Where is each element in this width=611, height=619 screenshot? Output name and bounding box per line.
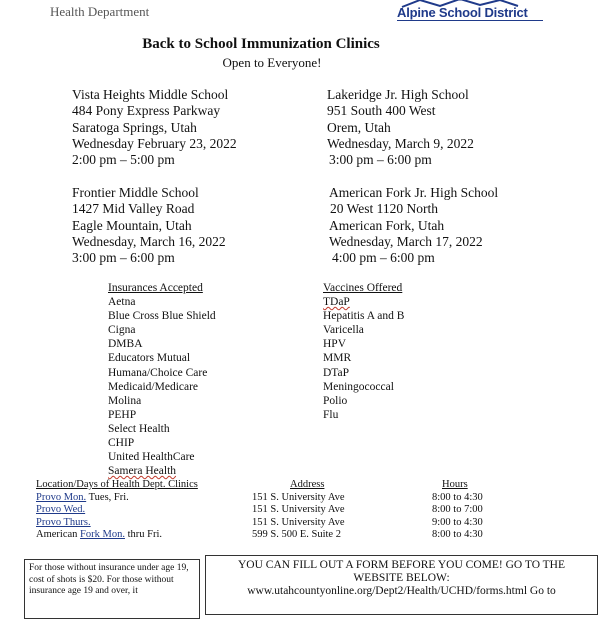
insurances-heading: Insurances Accepted bbox=[108, 282, 203, 294]
insurance-item: Select Health bbox=[108, 422, 170, 435]
clinic-american-fork bbox=[329, 185, 498, 266]
vaccine-item: DTaP bbox=[323, 366, 350, 379]
vaccine-item: Flu bbox=[323, 408, 339, 421]
clinic-time: 4:00 pm – 6:00 pm bbox=[332, 250, 435, 266]
logo-underline bbox=[397, 20, 543, 21]
district-logo-text: Alpine School District bbox=[397, 5, 528, 20]
address-cell: 151 S. University Ave bbox=[252, 516, 345, 528]
location-days: thru Fri. bbox=[124, 529, 163, 541]
clinic-name: American Fork Jr. High School bbox=[329, 185, 499, 200]
hours-cell: 8:00 to 4:30 bbox=[432, 529, 483, 541]
clinic-frontier bbox=[72, 185, 226, 266]
vaccines-heading: Vaccines Offered bbox=[323, 282, 403, 294]
location-header: Location/Days of Health Dept. Clinics bbox=[36, 479, 198, 490]
hours-column bbox=[432, 479, 483, 542]
location-row bbox=[36, 517, 198, 530]
insurance-item: Molina bbox=[108, 394, 142, 407]
location-row bbox=[36, 529, 198, 542]
vaccine-item: TDaP bbox=[323, 296, 350, 309]
clinic-name: Vista Heights Middle School bbox=[72, 87, 229, 102]
vaccine-item: Polio bbox=[323, 394, 348, 407]
form-notice-heading: YOU CAN FILL OUT A FORM BEFORE YOU COME! GO TO THE WEBSITE BELOW: bbox=[237, 559, 566, 584]
clinic-address: 484 Pony Express Parkway bbox=[72, 103, 221, 119]
clinic-time: 3:00 pm – 6:00 pm bbox=[72, 250, 175, 266]
hours-cell: 8:00 to 7:00 bbox=[432, 504, 483, 516]
location-link[interactable]: Provo Mon. bbox=[36, 491, 87, 503]
health-department-label: Health Department bbox=[50, 4, 150, 19]
clinic-city: Saratoga Springs, Utah bbox=[72, 119, 197, 135]
insurance-cost-text: For those without insurance under age 19, cost of shots is $20. For those without insurance age 19 and over, it bbox=[29, 563, 189, 596]
clinic-vista-heights bbox=[72, 87, 237, 168]
location-days: Tues, Fri. bbox=[86, 491, 129, 503]
vaccines-list bbox=[323, 281, 404, 422]
location-row bbox=[36, 504, 198, 517]
insurance-item: United HealthCare bbox=[108, 451, 195, 464]
insurance-item: Medicaid/Medicare bbox=[108, 380, 199, 393]
vaccine-item: HPV bbox=[323, 338, 347, 351]
address-header: Address bbox=[290, 479, 325, 490]
insurance-item: CHIP bbox=[108, 437, 135, 450]
insurance-item: Blue Cross Blue Shield bbox=[108, 310, 216, 323]
insurance-item: Samera Health bbox=[108, 465, 177, 478]
clinic-address: 951 South 400 West bbox=[327, 103, 436, 119]
clinic-date: Wednesday, March 9, 2022 bbox=[327, 135, 474, 151]
hours-cell: 9:00 to 4:30 bbox=[432, 516, 483, 528]
clinic-city: American Fork, Utah bbox=[329, 217, 445, 233]
clinic-name: Lakeridge Jr. High School bbox=[327, 87, 469, 102]
vaccine-item: MMR bbox=[323, 352, 352, 365]
location-row bbox=[36, 492, 198, 505]
hours-header: Hours bbox=[442, 479, 468, 490]
vaccine-item: Hepatitis A and B bbox=[323, 310, 405, 323]
clinic-city: Orem, Utah bbox=[327, 119, 391, 135]
location-link[interactable]: Fork Mon. bbox=[80, 529, 125, 541]
clinic-date: Wednesday, March 16, 2022 bbox=[72, 233, 226, 249]
page-subtitle: Open to Everyone! bbox=[222, 55, 322, 70]
insurance-item: Educators Mutual bbox=[108, 352, 191, 365]
clinic-address: 1427 Mid Valley Road bbox=[72, 201, 195, 217]
clinic-date: Wednesday, March 17, 2022 bbox=[329, 233, 483, 249]
vaccine-item: Varicella bbox=[323, 324, 364, 337]
clinic-lakeridge bbox=[327, 87, 474, 168]
page-title: Back to School Immunization Clinics bbox=[142, 36, 380, 52]
insurance-item: DMBA bbox=[108, 338, 143, 351]
insurance-item: PEHP bbox=[108, 408, 137, 421]
location-prefix: American bbox=[36, 529, 81, 541]
insurances-list bbox=[108, 281, 216, 478]
location-link[interactable]: Provo Wed. bbox=[36, 504, 86, 516]
vaccine-item: Meningococcal bbox=[323, 380, 394, 393]
location-link[interactable]: Provo Thurs. bbox=[36, 516, 91, 528]
insurance-item: Humana/Choice Care bbox=[108, 366, 208, 379]
hours-cell: 8:00 to 4:30 bbox=[432, 491, 483, 503]
form-notice-url[interactable]: www.utahcountyonline.org/Dept2/Health/UCHD/forms.html Go to bbox=[247, 585, 556, 597]
clinic-city: Eagle Mountain, Utah bbox=[72, 217, 192, 233]
clinic-time: 2:00 pm – 5:00 pm bbox=[72, 152, 175, 168]
location-column bbox=[36, 479, 198, 542]
form-notice bbox=[205, 555, 598, 615]
insurance-item: Aetna bbox=[108, 296, 136, 309]
address-cell: 151 S. University Ave bbox=[252, 504, 345, 516]
clinic-date: Wednesday February 23, 2022 bbox=[72, 135, 237, 151]
clinic-name: Frontier Middle School bbox=[72, 185, 199, 200]
insurance-cost-note bbox=[24, 559, 200, 619]
address-cell: 599 S. 500 E. Suite 2 bbox=[252, 529, 341, 541]
address-cell: 151 S. University Ave bbox=[252, 491, 345, 503]
insurance-item: Cigna bbox=[108, 324, 136, 337]
clinic-time: 3:00 pm – 6:00 pm bbox=[329, 152, 432, 168]
address-column bbox=[252, 479, 345, 542]
clinic-address: 20 West 1120 North bbox=[330, 201, 439, 217]
